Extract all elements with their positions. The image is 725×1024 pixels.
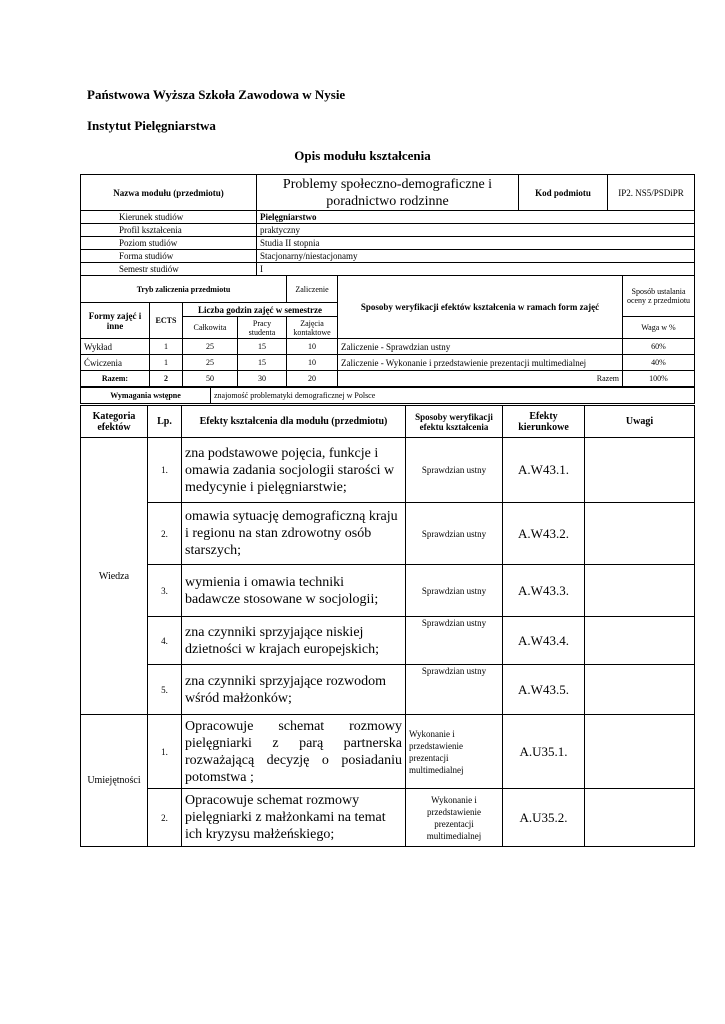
- info-label: Semestr studiów: [81, 263, 257, 276]
- form-name: Ćwiczenia: [81, 355, 150, 371]
- sum-work: 30: [238, 371, 287, 387]
- table-row: [81, 617, 695, 665]
- effects-table: [80, 405, 695, 847]
- info-value: Pielęgniarstwo: [257, 211, 695, 224]
- effect-method: Wykonanie i przedstawienie prezentacji multimedialnej: [406, 715, 503, 789]
- table-row: [81, 355, 695, 371]
- effect-text: omawia sytuację demograficzną kraju i regionu na stan zdrowotny osób starszych;: [182, 503, 406, 565]
- effect-code: A.W43.3.: [503, 565, 585, 617]
- form-name: Wykład: [81, 339, 150, 355]
- assessment-mode-value: Zaliczenie: [287, 276, 338, 303]
- effect-method: Sprawdzian ustny: [406, 438, 503, 503]
- category-skills: Umiejętności: [81, 715, 148, 847]
- module-name-value: Problemy społeczno-demograficzne i poradnictwo rodzinne: [257, 175, 519, 211]
- form-contact: 10: [287, 339, 338, 355]
- form-ects: 1: [150, 339, 183, 355]
- info-label: Kierunek studiów: [81, 211, 257, 224]
- module-header-table: [80, 174, 695, 211]
- table-row: [81, 438, 695, 503]
- form-total: 25: [183, 339, 238, 355]
- form-work: 15: [238, 355, 287, 371]
- verification-header: Sposoby weryfikacji efektów kształcenia w ramach form zajęć: [338, 276, 623, 339]
- form-weight: 40%: [623, 355, 695, 371]
- student-work-header: Pracy studenta: [238, 317, 287, 339]
- info-value: Studia II stopnia: [257, 237, 695, 250]
- effect-lp: 1.: [148, 715, 182, 789]
- school-name: Państwowa Wyższa Szkoła Zawodowa w Nysie: [87, 87, 346, 102]
- effect-lp: 5.: [148, 665, 182, 715]
- form-ects: 1: [150, 355, 183, 371]
- assessment-mode-label: Tryb zaliczenia przedmiotu: [81, 276, 287, 303]
- sum-ects: 2: [150, 371, 183, 387]
- forms-table: [80, 275, 695, 387]
- effect-lp: 2.: [148, 503, 182, 565]
- table-row: [81, 503, 695, 565]
- table-row: [81, 371, 695, 387]
- effect-notes: [585, 715, 695, 789]
- form-total: 25: [183, 355, 238, 371]
- study-info-table: [80, 210, 695, 276]
- hours-header: Liczba godzin zajęć w semestrze: [183, 303, 338, 317]
- sum-weight: 100%: [623, 371, 695, 387]
- sum-contact: 20: [287, 371, 338, 387]
- effect-method: Wykonanie i przedstawienie prezentacji multimedialnej: [406, 789, 503, 847]
- sum-total: 50: [183, 371, 238, 387]
- effect-code: A.W43.2.: [503, 503, 585, 565]
- lp-header: Lp.: [148, 406, 182, 438]
- requirements-table: [80, 387, 695, 404]
- effect-text: zna czynniki sprzyjające niskiej dzietności w krajach europejskich;: [182, 617, 406, 665]
- table-row: [81, 789, 695, 847]
- effect-notes: [585, 503, 695, 565]
- form-contact: 10: [287, 355, 338, 371]
- total-hours-header: Całkowita: [183, 317, 238, 339]
- table-row: [81, 715, 695, 789]
- info-value: praktyczny: [257, 224, 695, 237]
- table-row: [81, 565, 695, 617]
- effect-notes: [585, 617, 695, 665]
- info-label: Forma studiów: [81, 250, 257, 263]
- effect-method: Sprawdzian ustny: [406, 565, 503, 617]
- effect-method: Sprawdzian ustny: [406, 503, 503, 565]
- effect-notes: [585, 665, 695, 715]
- effect-text: wymienia i omawia techniki badawcze stosowane w socjologii;: [182, 565, 406, 617]
- effect-lp: 4.: [148, 617, 182, 665]
- info-label: Poziom studiów: [81, 237, 257, 250]
- module-code-value: IP2. NS5/PSDiPR: [608, 175, 695, 211]
- module-code-label: Kod podmiotu: [519, 175, 608, 211]
- methods-header: Sposoby weryfikacji efektu kształcenia: [406, 406, 503, 438]
- effect-method: Sprawdzian ustny: [406, 665, 503, 715]
- category-knowledge: Wiedza: [81, 438, 148, 715]
- requirements-value: znajomość problematyki demograficznej w Polsce: [211, 388, 695, 404]
- effect-notes: [585, 438, 695, 503]
- directional-header: Efekty kierunkowe: [503, 406, 585, 438]
- institute-name: Instytut Pielęgniarstwa: [87, 118, 216, 133]
- effect-lp: 3.: [148, 565, 182, 617]
- info-label: Profil kształcenia: [81, 224, 257, 237]
- document-title: Opis modułu kształcenia: [294, 148, 431, 163]
- effect-code: A.U35.1.: [503, 715, 585, 789]
- contact-hours-header: Zajęcia kontaktowe: [287, 317, 338, 339]
- effect-header: Efekty kształcenia dla modułu (przedmiotu): [182, 406, 406, 438]
- sum-verification-label: Razem: [338, 371, 623, 387]
- table-row: [81, 339, 695, 355]
- info-value: I: [257, 263, 695, 276]
- effect-lp: 2.: [148, 789, 182, 847]
- forms-header: Formy zajęć i inne: [81, 303, 150, 339]
- effect-code: A.W43.1.: [503, 438, 585, 503]
- form-verification: Zaliczenie - Sprawdzian ustny: [338, 339, 623, 355]
- module-name-label: Nazwa modułu (przedmiotu): [81, 175, 257, 211]
- effect-code: A.U35.2.: [503, 789, 585, 847]
- form-work: 15: [238, 339, 287, 355]
- effect-text: zna czynniki sprzyjające rozwodom wśród małżonków;: [182, 665, 406, 715]
- category-header: Kategoria efektów: [81, 406, 148, 438]
- effect-code: A.W43.5.: [503, 665, 585, 715]
- effect-method: Sprawdzian ustny: [406, 617, 503, 665]
- weight-header: Waga w %: [623, 317, 695, 339]
- effect-lp: 1.: [148, 438, 182, 503]
- effect-text: Opracowuje schemat rozmowy pielęgniarki z parą partnerska rozważającą decyzję o posiadaniu potomstwa ;: [182, 715, 406, 789]
- effect-code: A.W43.4.: [503, 617, 585, 665]
- sum-label: Razem:: [81, 371, 150, 387]
- grade-method-header: Sposób ustalania oceny z przedmiotu: [623, 276, 695, 317]
- effect-text: Opracowuje schemat rozmowy pielęgniarki z małżonkami na temat ich kryzysu małżeńskiego;: [182, 789, 406, 847]
- effect-notes: [585, 789, 695, 847]
- table-row: [81, 665, 695, 715]
- effect-notes: [585, 565, 695, 617]
- form-verification: Zaliczenie - Wykonanie i przedstawienie prezentacji multimedialnej: [338, 355, 623, 371]
- effect-text: zna podstawowe pojęcia, funkcje i omawia zadania socjologii starości w medycynie i pielęgniarstwie;: [182, 438, 406, 503]
- requirements-label: Wymagania wstępne: [81, 388, 211, 404]
- ects-header: ECTS: [150, 303, 183, 339]
- form-weight: 60%: [623, 339, 695, 355]
- info-value: Stacjonarny/niestacjonamy: [257, 250, 695, 263]
- notes-header: Uwagi: [585, 406, 695, 438]
